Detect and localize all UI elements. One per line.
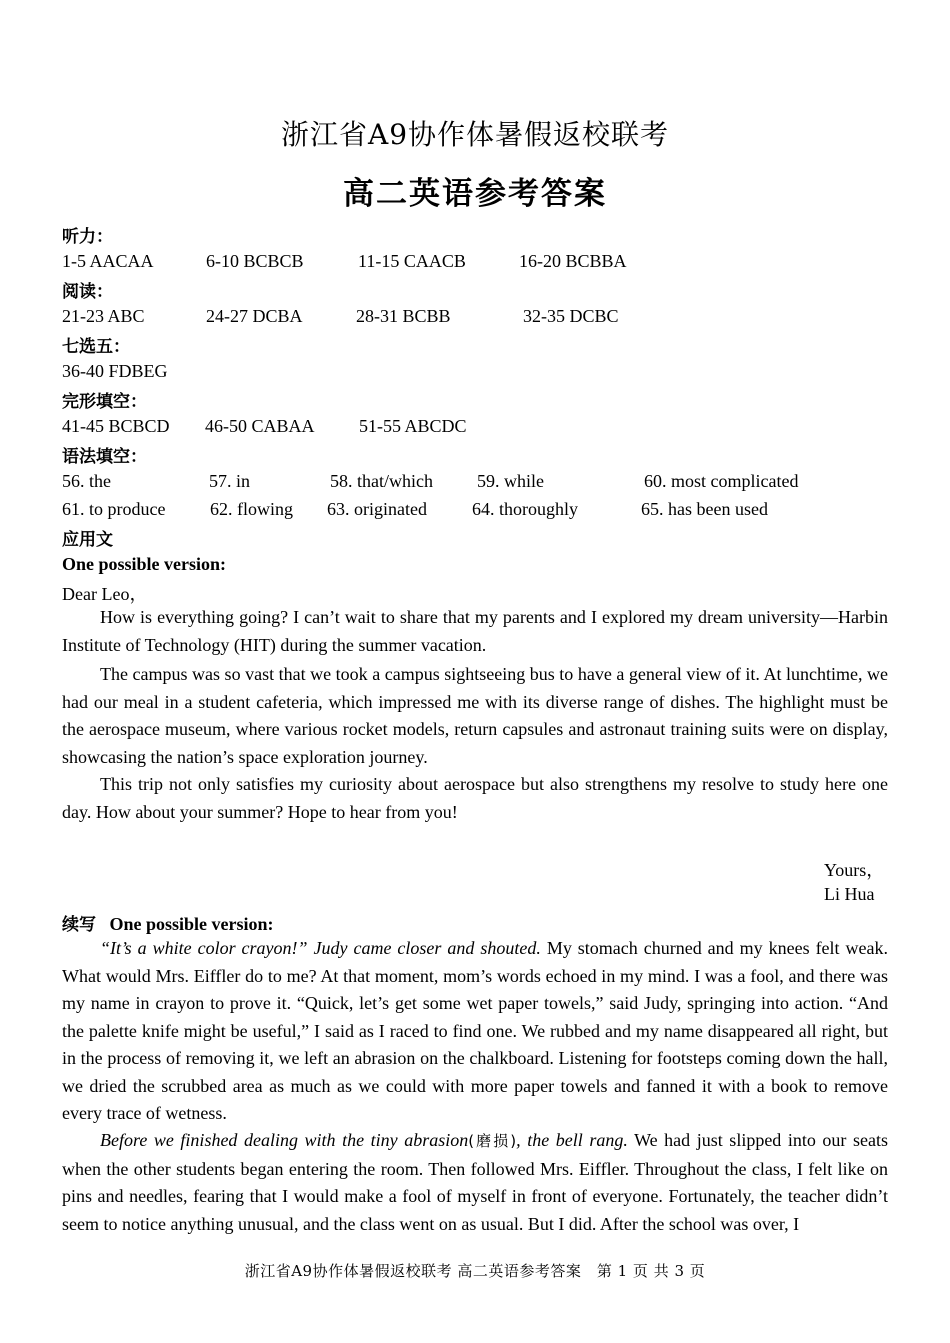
letter-greeting: Dear Leo， xyxy=(62,584,148,604)
cloze-heading: 完形填空： xyxy=(62,392,147,412)
answer-group: 11-15 CAACB xyxy=(358,251,466,271)
answer-group: 36-40 FDBEG xyxy=(62,361,168,381)
grammar-answer: 60. most complicated xyxy=(644,471,799,491)
letter-paragraph: This trip not only satisfies my curiosity about aerospace but also strengthens my resolve to study here one day. How about your summer? Hope to hear from you! xyxy=(62,774,888,822)
answer-group: 51-55 ABCDC xyxy=(359,416,467,436)
answer-group: 1-5 AACAA xyxy=(62,251,154,271)
answer-group: 46-50 CABAA xyxy=(205,416,315,436)
page-footer: 浙江省A9协作体暑假返校联考 高二英语参考答案 第 1 页 共 3 页 xyxy=(244,1262,706,1280)
exam-title: 浙江省A9协作体暑假返校联考 xyxy=(280,118,670,151)
grammar-answer: 59. while xyxy=(477,471,544,491)
given-opening-sentence: Before we finished dealing with the tiny abrasion xyxy=(100,1130,469,1150)
grammar-answer: 61. to produce xyxy=(62,499,166,519)
letter-paragraph: The campus was so vast that we took a campus sightseeing bus to have a general view of it. At lunchtime, we had our meal in a student cafeteria, which impressed me with its diverse range of dishes. The highlight must be the aerospace museum, where various rocket models, return capsules and astronaut training suits were on display, showcasing the nation’s space exploration journey. xyxy=(62,664,888,767)
grammar-answer: 63. originated xyxy=(327,499,427,519)
chinese-gloss: (磨损) xyxy=(468,1132,517,1150)
answer-group: 24-27 DCBA xyxy=(206,306,303,326)
grammar-answer: 64. thoroughly xyxy=(472,499,578,519)
story-paragraph-1 xyxy=(62,935,888,1128)
seven-five-heading: 七选五： xyxy=(62,337,130,357)
answer-group: 6-10 BCBCB xyxy=(206,251,304,271)
grammar-answer: 57. in xyxy=(209,471,251,491)
practical-writing-heading: 应用文 xyxy=(62,530,113,550)
answer-group: 41-45 BCBCD xyxy=(62,416,170,436)
grammar-heading: 语法填空： xyxy=(62,447,147,467)
continuation-heading: 续写 xyxy=(62,915,96,935)
grammar-answer: 65. has been used xyxy=(641,499,768,519)
answer-group: 21-23 ABC xyxy=(62,306,145,326)
answer-group: 28-31 BCBB xyxy=(356,306,451,326)
given-opening-sentence: “It’s a white color crayon!” Judy came closer and shouted. xyxy=(100,938,541,958)
letter-closing: Yours， xyxy=(824,860,885,880)
version-label: One possible version: xyxy=(109,914,274,934)
grammar-answer: 56. the xyxy=(62,471,111,491)
story-text: We had just slipped into our seats when the other students began entering the room. Then followed Mrs. Eiffler. Throughout the class, I felt like on pins and needles, fearing that I would make a fool of myself in front of everyone. Fortunately, the teacher didn’t seem to notice anything unusual, and the class went on as usual. But I did. After the school was over, I xyxy=(62,1130,888,1234)
story-paragraph-2 xyxy=(62,1127,888,1238)
given-opening-sentence-end: , the bell rang. xyxy=(516,1130,628,1150)
reading-heading: 阅读： xyxy=(62,282,113,302)
grammar-answer: 58. that/which xyxy=(330,471,433,491)
page-title: 高二英语参考答案 xyxy=(343,176,607,212)
letter-signature: Li Hua xyxy=(824,884,875,904)
continuation-heading-line xyxy=(62,910,274,935)
version-label: One possible version: xyxy=(62,554,227,574)
answer-group: 32-35 DCBC xyxy=(523,306,619,326)
story-text: My stomach churned and my knees felt weak. What would Mrs. Eiffler do to me? At that moment, mom’s words echoed in my mind. I was a fool, and there was my name in crayon to prove it. “Quick, let’s get some wet paper towels,” said Judy, springing into action. “And the palette knife might be useful,” I said as I raced to find one. We rubbed and my name disappeared all right, but in the process of removing it, we left an abrasion on the chalkboard. Listening for footsteps coming down the hall, we dried the scrubbed area as much as we could with more paper towels and fanned it with a book to remove every trace of wetness. xyxy=(62,938,889,1123)
letter-paragraph: How is everything going? I can’t wait to share that my parents and I explored my dream university—Harbin Institute of Technology (HIT) during the summer vacation. xyxy=(62,607,888,655)
answer-group: 16-20 BCBBA xyxy=(519,251,627,271)
grammar-answer: 62. flowing xyxy=(210,499,293,519)
listening-heading: 听力： xyxy=(62,227,113,247)
